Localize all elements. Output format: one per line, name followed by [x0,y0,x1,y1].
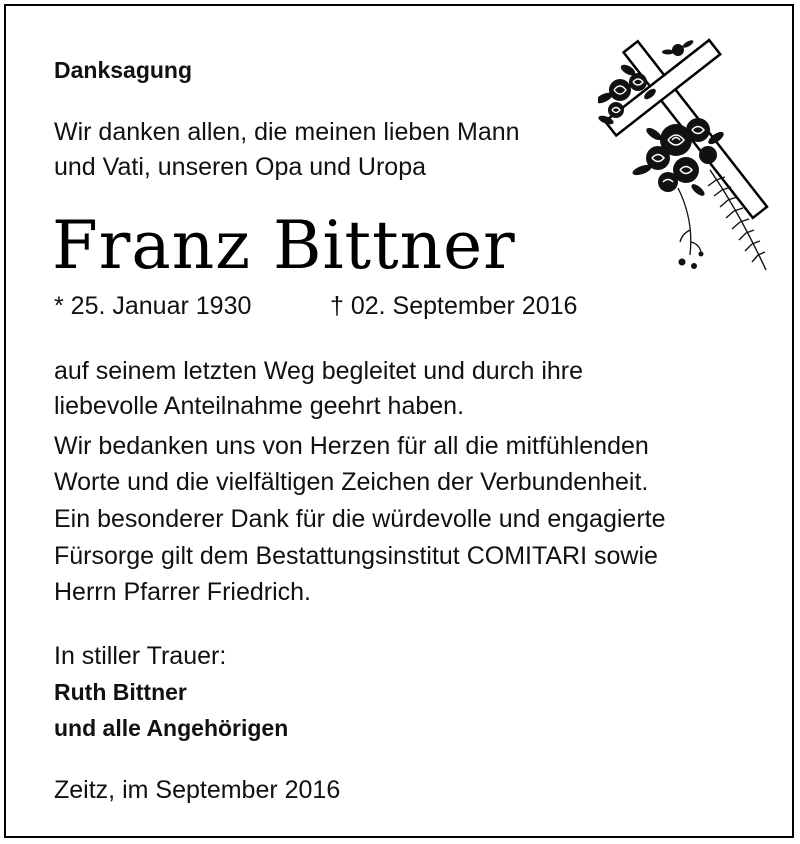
heading: Danksagung [54,57,193,83]
para2-line-5: Herrn Pfarrer Friedrich. [54,578,311,606]
cross-with-roses-ornament [598,30,778,280]
birth-date: * 25. Januar 1930 [54,292,252,320]
death-date: † 02. September 2016 [330,292,578,320]
place-date: Zeitz, im September 2016 [54,776,341,804]
deceased-name: Franz Bittner [52,207,516,284]
para2-line-4: Fürsorge gilt dem Bestattungsinstitut COMITARI sowie [54,542,658,570]
intro-line-1: Wir danken allen, die meinen lieben Mann [54,118,520,146]
para2-line-1: Wir bedanken uns von Herzen für all die mitfühlenden [54,432,649,460]
para1-line-2: liebevolle Anteilnahme geehrt haben. [54,392,465,420]
mourning-intro: In stiller Trauer: [54,642,227,670]
para2-line-2: Worte und die vielfältigen Zeichen der Verbundenheit. [54,468,649,496]
intro-line-2: und Vati, unseren Opa und Uropa [54,153,427,181]
para2-line-3: Ein besonderer Dank für die würdevolle und engagierte [54,505,666,533]
mourner-2: und alle Angehörigen [54,715,289,741]
mourner-1: Ruth Bittner [54,679,187,705]
para1-line-1: auf seinem letzten Weg begleitet und durch ihre [54,357,584,385]
